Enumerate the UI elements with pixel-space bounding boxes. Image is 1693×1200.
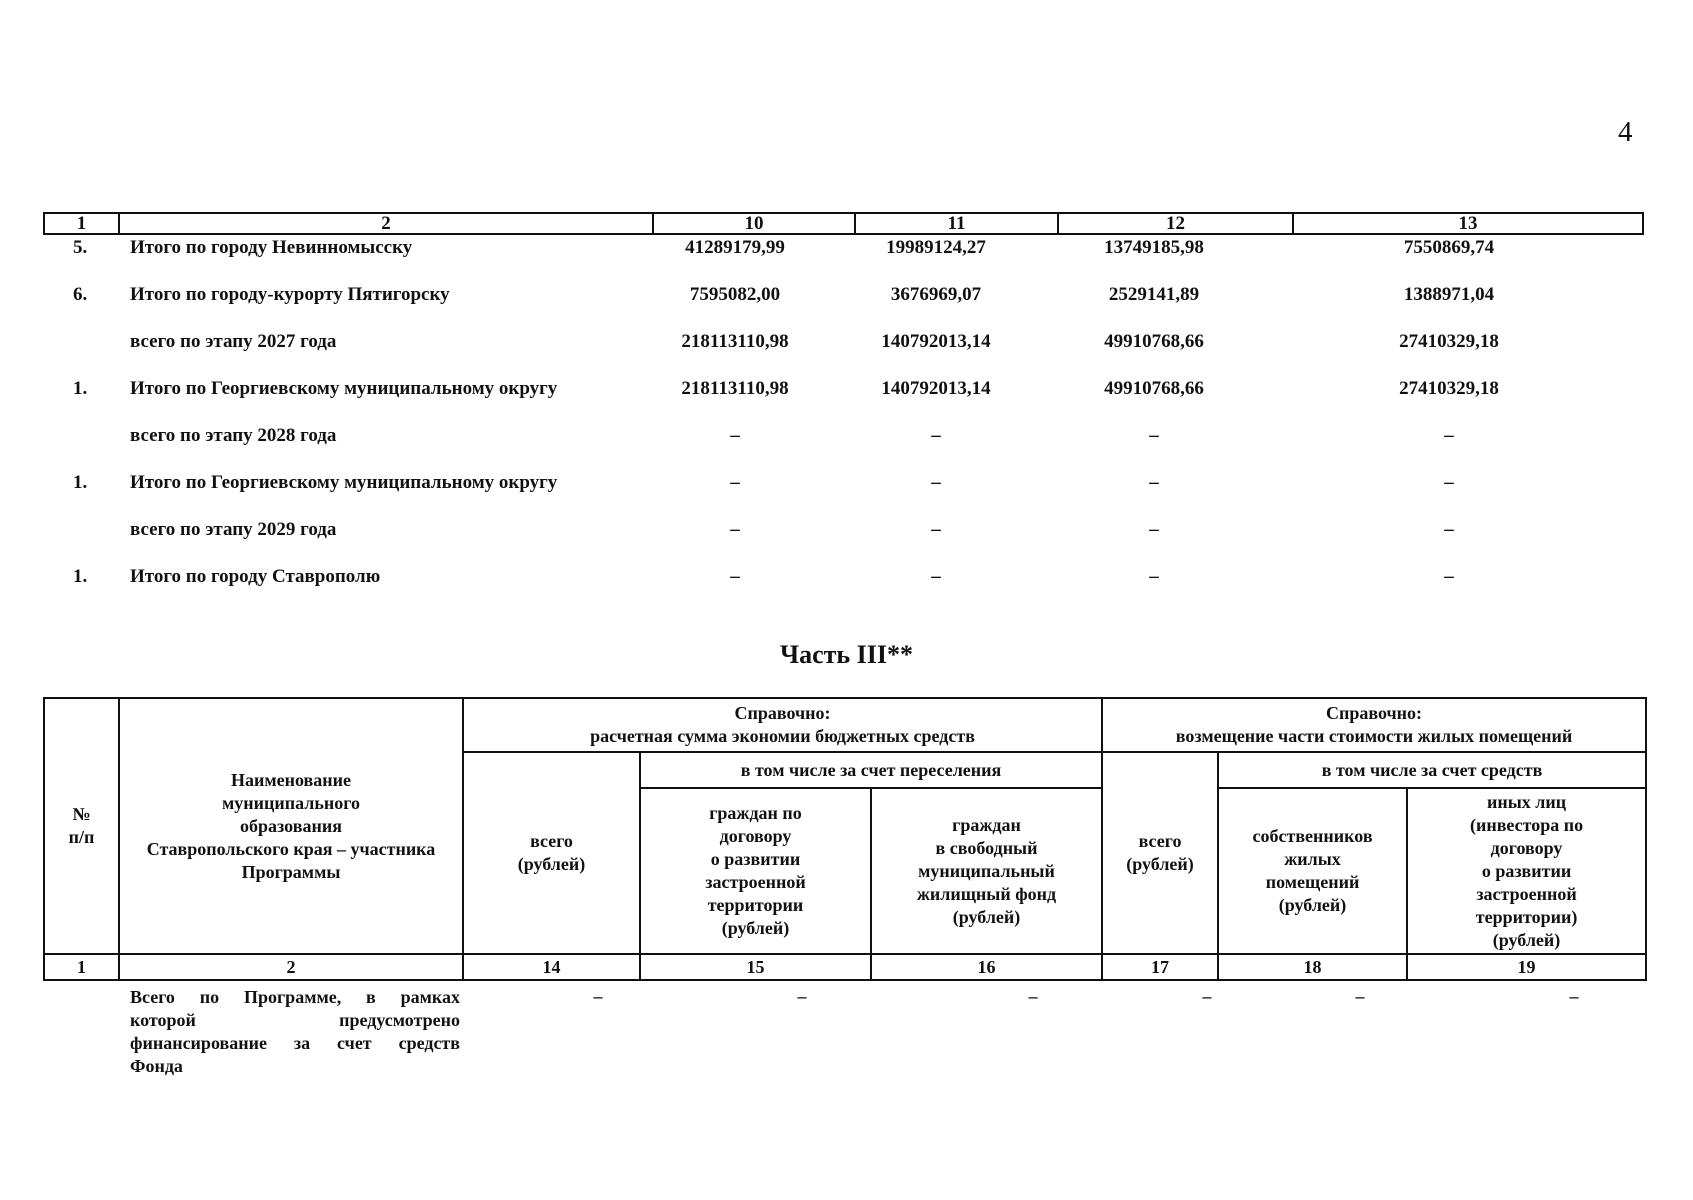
row-name: Итого по городу-курорту Пятигорску <box>130 284 450 305</box>
col-num-label: № п/п <box>68 804 95 847</box>
cell-col10: – <box>730 566 740 587</box>
row-name: всего по этапу 2027 года <box>130 331 337 352</box>
table1-body <box>43 235 1644 611</box>
col-name-header <box>119 698 463 954</box>
group1-title: Справочно: расчетная сумма экономии бюджетных средств <box>590 703 975 746</box>
row-name: всего по этапу 2028 года <box>130 425 337 446</box>
cell-col13: – <box>1444 425 1454 446</box>
row-number: 6. <box>73 284 88 305</box>
table1-header-cell: 1 <box>45 214 120 233</box>
row-number: 1. <box>73 472 88 493</box>
index-cell: 1 <box>44 954 119 980</box>
group1-total-header <box>463 752 640 954</box>
cell-col10: – <box>730 519 740 540</box>
table-row <box>43 282 1644 329</box>
page-number: 4 <box>1618 116 1633 148</box>
data-row-name <box>130 986 460 1078</box>
cell-col11: 140792013,14 <box>881 378 991 399</box>
row-number: 1. <box>73 378 88 399</box>
cell-col12: 49910768,66 <box>1104 378 1204 399</box>
data-row-name-line: которой предусмотрено <box>130 1010 460 1030</box>
cell-col10: 218113110,98 <box>681 378 789 399</box>
group2-sub-header <box>1218 752 1646 788</box>
group2-header <box>1102 698 1646 752</box>
table-row <box>43 376 1644 423</box>
group1-header <box>463 698 1102 752</box>
group2-title: Справочно: возмещение части стоимости жилых помещений <box>1175 703 1573 746</box>
index-cell: 14 <box>463 954 640 980</box>
group1-total-label: всего (рублей) <box>517 831 586 874</box>
data-cell: – <box>1355 986 1365 1006</box>
table1-header <box>43 212 1644 235</box>
cell-col13: – <box>1444 519 1454 540</box>
table2-index-row <box>44 954 1646 980</box>
group1-b-header <box>871 788 1102 954</box>
row-name: всего по этапу 2029 года <box>130 519 337 540</box>
group1-a-label: граждан по договору о развитии застроенной территории (рублей) <box>705 803 806 938</box>
row-number: 1. <box>73 566 88 587</box>
group1-sub-label: в том числе за счет переселения <box>740 759 1002 780</box>
cell-col12: – <box>1149 472 1159 493</box>
group2-a-label: собственников жилых помещений (рублей) <box>1252 826 1373 915</box>
cell-col10: 7595082,00 <box>689 284 781 305</box>
data-row-name-line: финансирование за счет средств <box>130 1033 460 1053</box>
cell-col12: – <box>1149 519 1159 540</box>
cell-col11: 3676969,07 <box>890 284 982 305</box>
cell-col10: – <box>730 425 740 446</box>
cell-col13: 7550869,74 <box>1403 237 1495 258</box>
cell-col10: – <box>730 472 740 493</box>
data-cell: – <box>797 986 807 1006</box>
cell-col12: 49910768,66 <box>1104 331 1204 352</box>
cell-col12: – <box>1149 566 1159 587</box>
row-name: Итого по Георгиевскому муниципальному округу <box>130 378 558 399</box>
table-row <box>43 235 1644 282</box>
group1-a-header <box>640 788 871 954</box>
data-cell: – <box>593 986 603 1006</box>
table-row <box>43 470 1644 517</box>
group2-b-header <box>1407 788 1646 954</box>
index-cell: 17 <box>1102 954 1218 980</box>
cell-col10: 218113110,98 <box>681 331 789 352</box>
data-cell: – <box>1202 986 1212 1006</box>
data-row-name-line: Фонда <box>130 1056 183 1076</box>
table2 <box>43 697 1647 981</box>
cell-col11: – <box>931 566 941 587</box>
row-number: 5. <box>73 237 88 258</box>
row-name: Итого по Георгиевскому муниципальному округу <box>130 472 558 493</box>
group2-b-label: иных лиц (инвестора по договору о развитии застроенной территории) (рублей) <box>1469 791 1584 950</box>
table1-header-cell: 13 <box>1458 213 1478 234</box>
cell-col13: 1388971,04 <box>1403 284 1495 305</box>
table1-header-cell: 12 <box>1059 214 1294 233</box>
col-num-header <box>44 698 119 954</box>
group1-b-label: граждан в свободный муниципальный жилищный фонд (рублей) <box>916 814 1057 927</box>
table-row <box>43 423 1644 470</box>
cell-col13: – <box>1444 566 1454 587</box>
data-row-name-line: Всего по Программе, в рамках <box>130 987 460 1007</box>
index-cell: 19 <box>1407 954 1646 980</box>
group2-sub-label: в том числе за счет средств <box>1321 759 1543 780</box>
data-cell: – <box>1028 986 1038 1006</box>
index-cell: 16 <box>871 954 1102 980</box>
row-name: Итого по городу Ставрополю <box>130 566 381 587</box>
table-row <box>43 564 1644 611</box>
cell-col11: 19989124,27 <box>886 237 986 258</box>
col-name-label: Наименование муниципального образования Ставропольского края – участника Программы <box>146 769 436 882</box>
data-cell: – <box>1569 986 1579 1006</box>
cell-col13: 27410329,18 <box>1399 331 1499 352</box>
group2-total-header <box>1102 752 1218 954</box>
part-title: Часть III** <box>780 640 913 669</box>
cell-col11: – <box>931 519 941 540</box>
group2-total-label: всего (рублей) <box>1126 831 1194 874</box>
cell-col11: 140792013,14 <box>881 331 991 352</box>
row-name: Итого по городу Невинномысску <box>130 237 413 258</box>
cell-col12: 2529141,89 <box>1108 284 1200 305</box>
cell-col13: – <box>1444 472 1454 493</box>
cell-col11: – <box>931 472 941 493</box>
table1-header-cell: 11 <box>856 214 1059 233</box>
index-cell: 15 <box>640 954 871 980</box>
index-cell: 2 <box>119 954 463 980</box>
group2-a-header <box>1218 788 1407 954</box>
table1-header-cell: 10 <box>654 214 856 233</box>
cell-col13: 27410329,18 <box>1399 378 1499 399</box>
table-row <box>43 517 1644 564</box>
cell-col10: 41289179,99 <box>685 237 785 258</box>
group1-sub-header <box>640 752 1102 788</box>
table1-header-cell: 2 <box>120 214 654 233</box>
index-cell: 18 <box>1218 954 1407 980</box>
cell-col12: 13749185,98 <box>1104 237 1204 258</box>
table-row <box>43 329 1644 376</box>
cell-col11: – <box>931 425 941 446</box>
cell-col12: – <box>1149 425 1159 446</box>
